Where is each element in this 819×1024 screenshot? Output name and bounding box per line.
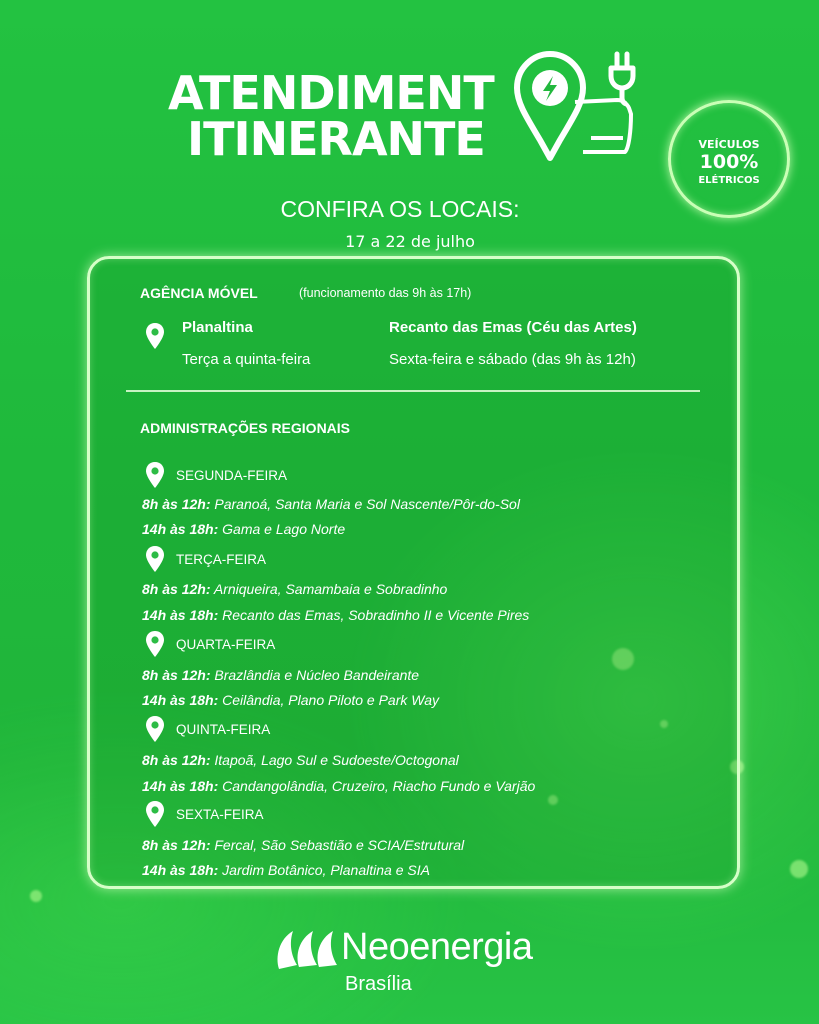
badge-line-1: VEÍCULOS [698, 138, 760, 151]
afternoon-slot [142, 778, 535, 794]
morning-time: 8h às 12h: [142, 581, 211, 597]
morning-places: Brazlândia e Núcleo Bandeirante [214, 667, 420, 683]
morning-time: 8h às 12h: [142, 496, 211, 512]
morning-slot [142, 496, 520, 512]
mobile-agency-hours: (funcionamento das 9h às 17h) [299, 286, 472, 300]
map-pin-icon [145, 461, 165, 489]
location-name-recanto: Recanto das Emas (Céu das Artes) [389, 319, 637, 336]
bokeh-light [790, 860, 808, 878]
map-pin-icon [145, 545, 165, 573]
morning-places: Itapoã, Lago Sul e Sudoeste/Octogonal [214, 752, 459, 768]
afternoon-time: 14h às 18h: [142, 692, 219, 708]
morning-places: Arniqueira, Samambaia e Sobradinho [213, 581, 448, 597]
afternoon-slot [142, 862, 430, 878]
morning-slot [142, 581, 447, 597]
map-pin-icon [145, 800, 165, 828]
badge-line-2: 100% [699, 151, 759, 173]
morning-time: 8h às 12h: [142, 667, 211, 683]
morning-places: Fercal, São Sebastião e SCIA/Estrutural [214, 837, 465, 853]
morning-time: 8h às 12h: [142, 752, 211, 768]
afternoon-places: Jardim Botânico, Planaltina e SIA [222, 862, 430, 878]
section-divider [126, 390, 700, 392]
title-line-2: ITINERANTE [187, 112, 485, 166]
afternoon-places: Ceilândia, Plano Piloto e Park Way [222, 692, 440, 708]
day-label: QUINTA-FEIRA [176, 722, 271, 737]
title-line-1: ATENDIMENT [168, 66, 494, 120]
map-pin-icon [145, 715, 165, 743]
afternoon-time: 14h às 18h: [142, 607, 219, 623]
afternoon-time: 14h às 18h: [142, 862, 219, 878]
afternoon-places: Gama e Lago Norte [222, 521, 346, 537]
badge-line-3: ELÉTRICOS [698, 175, 760, 186]
morning-slot [142, 752, 459, 768]
afternoon-time: 14h às 18h: [142, 521, 219, 537]
day-label: SEXTA-FEIRA [176, 807, 264, 822]
afternoon-places: Recanto das Emas, Sobradinho II e Vicente Pires [222, 607, 530, 623]
afternoon-places: Candangolândia, Cruzeiro, Riacho Fundo e Varjão [222, 778, 536, 794]
afternoon-time: 14h às 18h: [142, 778, 219, 794]
map-pin-icon [145, 322, 165, 350]
brand-region: Brasília [345, 973, 412, 995]
header [0, 0, 819, 260]
mobile-agency-title: AGÊNCIA MÓVEL [140, 285, 258, 301]
location-name-planaltina: Planaltina [182, 319, 253, 336]
afternoon-slot [142, 692, 439, 708]
morning-slot [142, 667, 419, 683]
brand-name: Neoenergia [341, 926, 533, 968]
bokeh-light [30, 890, 42, 902]
neoenergia-leaf-icon [273, 925, 343, 973]
afternoon-slot [142, 521, 345, 537]
morning-slot [142, 837, 464, 853]
location-schedule-planaltina: Terça a quinta-feira [182, 351, 311, 368]
day-label: SEGUNDA-FEIRA [176, 468, 288, 483]
morning-time: 8h às 12h: [142, 837, 211, 853]
day-label: TERÇA-FEIRA [176, 552, 267, 567]
location-schedule-recanto: Sexta-feira e sábado (das 9h às 12h) [389, 351, 636, 368]
day-label: QUARTA-FEIRA [176, 637, 276, 652]
map-pin-icon [145, 630, 165, 658]
date-range: 17 a 22 de julho [345, 232, 475, 251]
morning-places: Paranoá, Santa Maria e Sol Nascente/Pôr-do-Sol [214, 496, 520, 512]
regional-admin-title: ADMINISTRAÇÕES REGIONAIS [140, 420, 351, 436]
ev-car-pin-icon [505, 40, 665, 170]
afternoon-slot [142, 607, 529, 623]
subtitle: CONFIRA OS LOCAIS: [280, 196, 520, 222]
